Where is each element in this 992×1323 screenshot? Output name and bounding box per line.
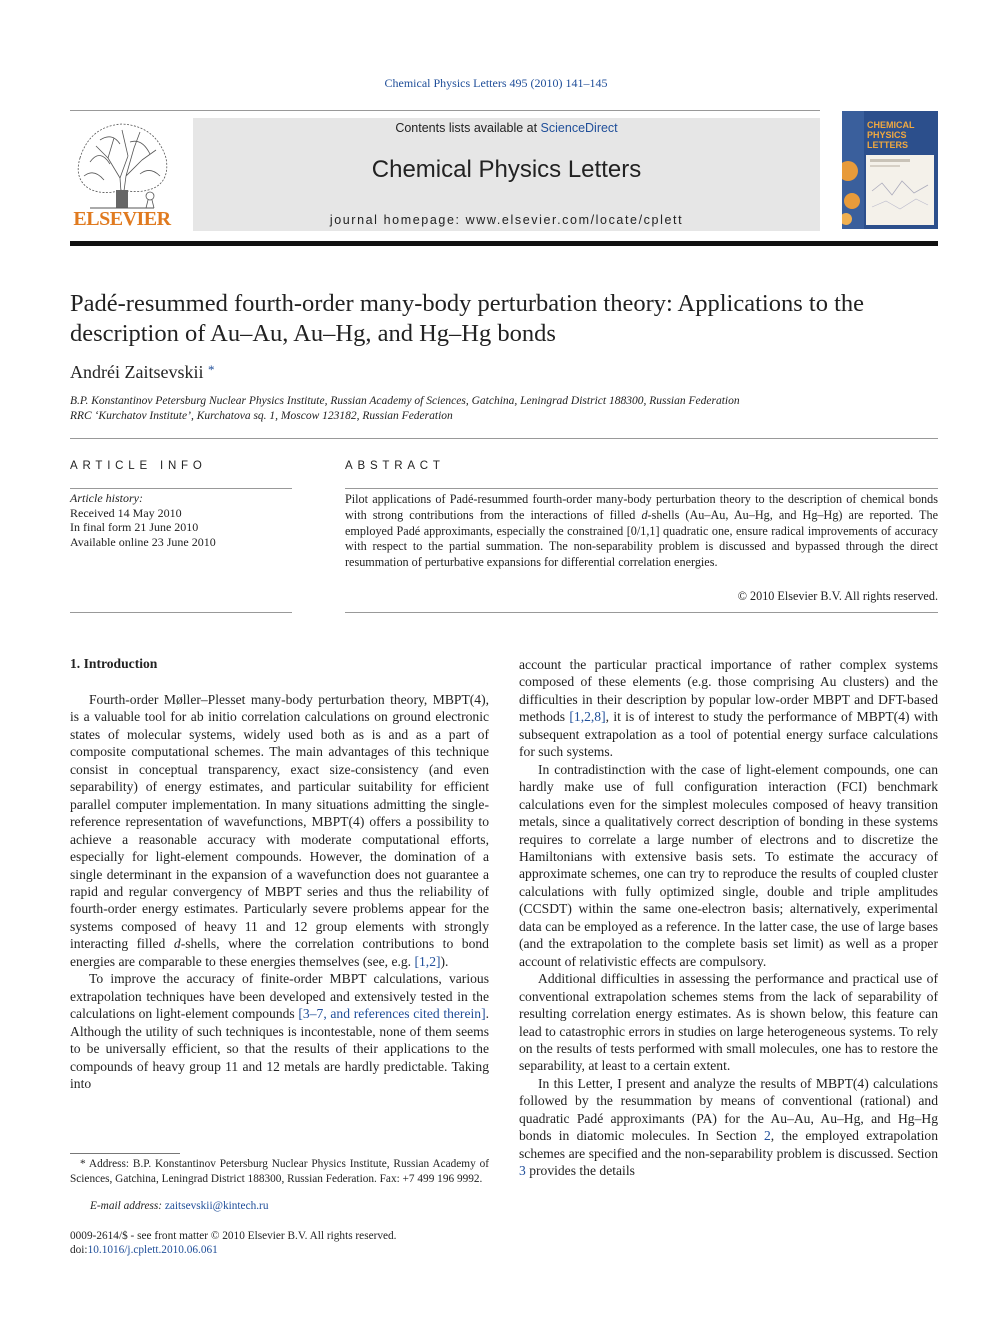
journal-homepage[interactable]: journal homepage: www.elsevier.com/locate/cplett [329, 213, 684, 227]
received-date: Received 14 May 2010 [70, 505, 182, 520]
title-rule [70, 438, 938, 439]
paragraph [519, 1075, 938, 1180]
affiliation-2: RRC ‘Kurchatov Institute’, Kurchatova sq. 1, Moscow 123182, Russian Federation [70, 410, 453, 422]
abstract-rule-top [345, 488, 938, 489]
info-rule-top [70, 488, 292, 489]
publisher-name: ELSEVIER [73, 208, 171, 230]
journal-reference[interactable]: Chemical Physics Letters 495 (2010) 141–145 [384, 76, 608, 90]
abstract-part-1: Pilot applications of Padé-resummed fourth-order many-body perturbation theory to the description of chemical bonds with strong contributions from the interactions of filled [345, 492, 938, 522]
contents-prefix: Contents lists available at [395, 121, 541, 135]
text: , it is of interest to study the performance of MBPT(4) with subsequent extrapolation as a tool of potential energy surface calculations for such systems. [519, 709, 938, 760]
footnote-text: Address: B.P. Konstantinov Petersburg Nuclear Physics Institute, Russian Academy of Sciences, Gatchina, Leningrad District 188300, Russian Federation. Fax: +7 499 196 9992. [70, 1158, 489, 1185]
history-label: Article history: [70, 491, 143, 505]
text: . Although the utility of such techniques is incontestable, none of them seems to be universally efficient, so that the results of their applications to the compounds of heavy group 11 and 12 metals are hardly predictable. Taking into [70, 1006, 490, 1091]
text: -shells, where the correlation contributions to bond energies are comparable to these energies themselves (see, e.g. [70, 936, 489, 969]
abstract-d-italic: d [641, 507, 648, 522]
doi-link[interactable]: 10.1016/j.cplett.2010.06.061 [87, 1244, 218, 1256]
section-link[interactable]: 2 [763, 1128, 771, 1144]
paragraph [519, 656, 938, 761]
cover-title: CHEMICAL PHYSICS LETTERS [867, 120, 915, 150]
footnote-email [70, 1200, 489, 1212]
citation-link[interactable]: [3–7, and references cited therein] [298, 1006, 486, 1022]
section-link[interactable]: 3 [519, 1163, 526, 1179]
author-footnote [70, 1157, 489, 1186]
body-column-right [519, 656, 938, 1180]
paper-title: Padé-resummed fourth-order many-body perturbation theory: Applications to the description of Au–Au, Au–Hg, and Hg–Hg bonds [70, 290, 865, 347]
email-label: E-mail address: [90, 1200, 163, 1212]
paragraph [70, 970, 489, 1092]
email-link[interactable]: zaitsevskii@kintech.ru [164, 1200, 269, 1212]
italic-d: d [173, 936, 181, 952]
footnote-mark: * [80, 1158, 86, 1170]
sciencedirect-link[interactable]: ScienceDirect [540, 121, 618, 135]
paragraph: In contradistinction with the case of light-element compounds, one can hardly make use of full configuration interaction (FCI) benchmark calculations even for the simplest molecules composed of heavy transition metals, since a qualitatively correct description of bonding in these systems requires to correlate a large number of electrons and to discretize the Hamiltonians with extensive basis sets. To estimate the accuracy of approximate schemes, one can try to reproduce the results of coupled cluster calculations with fully optimized single, double and triple amplitudes (CCSDT) within the same one-electron basis; alternatively, experimental data can be employed as a reference. In the latter case, the use of large bases (and the extrapolation to the complete basis set limit) as well as a proper account of relativistic effects are compulsory. [519, 761, 938, 969]
header-thick-rule [70, 241, 938, 246]
section-heading-introduction: 1. Introduction [70, 656, 158, 671]
citation-link[interactable]: [1,2] [414, 953, 441, 969]
abstract-copyright: © 2010 Elsevier B.V. All rights reserved. [737, 589, 938, 603]
text: , the employed extrapolation schemes are specified and the non-separability problem is discussed. Section [519, 1128, 938, 1161]
issn-line: 0009-2614/$ - see front matter © 2010 Elsevier B.V. All rights reserved. [70, 1230, 397, 1242]
header-rule [70, 110, 820, 111]
text: account the particular practical importance of rather complex systems composed of these elements (e.g. those comprising Au clusters) and the difficulties in their description by popular low-order MBPT and DFT-based methods [519, 657, 938, 725]
affiliation-1: B.P. Konstantinov Petersburg Nuclear Physics Institute, Russian Academy of Sciences, Gatchina, Leningrad District 188300, Russian Federation [70, 395, 740, 407]
doi-prefix: doi: [70, 1244, 88, 1256]
contents-availability [193, 121, 820, 135]
article-info-heading: ARTICLE INFO [70, 460, 207, 472]
revised-date: In final form 21 June 2010 [70, 520, 199, 534]
text: ). [440, 953, 449, 969]
abstract-text [345, 492, 938, 571]
journal-title: Chemical Physics Letters [371, 156, 642, 183]
body-column-left [70, 691, 489, 1092]
article-history [70, 491, 292, 549]
author-name [70, 362, 214, 383]
text: To improve the accuracy of finite-order MBPT calculations, various extrapolation techniques have been developed and extensively tested in the calculations on light-element compounds [70, 971, 489, 1022]
author-footnote-link[interactable]: * [207, 362, 215, 377]
abstract-rule-bottom [345, 612, 938, 613]
abstract-part-2: -shells (Au–Au, Au–Hg, and Hg–Hg) are reported. The employed Padé approximants, especially the constrained [0/1,1] quadratic one, ensure radical improvements of accuracy with respect to the partial summation. The non-separability problem is discussed and bypassed through the direct resummation of perturbative expansions for differential correlation energies. [345, 507, 938, 570]
author-text: Andréi Zaitsevskii [70, 362, 204, 382]
text: provides the details [525, 1163, 635, 1179]
doi-line [70, 1244, 218, 1256]
online-date: Available online 23 June 2010 [70, 534, 216, 549]
text: In this Letter, I present and analyze the results of MBPT(4) calculations followed by the resummation by means of conventional (rational) and quadratic Padé approximants (PA) for the Au–Au, Au–Hg, and Hg–Hg bonds in diatomic molecules. In Section [519, 1075, 938, 1144]
paragraph: Additional difficulties in assessing the performance and practical use of conventional extrapolation schemes stems from the lack of separability of resulting correlation energy estimates. As is shown below, this feature can lead to catastrophic errors in studies on large heterogeneous systems. To rely on the results of tests performed with small molecules, one has to restore the separability, at least to a certain extent. [519, 971, 938, 1074]
paragraph [70, 691, 489, 970]
citation-link[interactable]: [1,2,8] [569, 709, 606, 725]
footnote-rule [70, 1153, 180, 1154]
text: Fourth-order Møller–Plesset many-body perturbation theory, MBPT(4), is a valuable tool for ab initio correlation calculations on ground electronic states of molecular systems, widely used both as is and as a part of composite computational schemes. The main advantages of this technique consist in conceptual transparency, exact size-consistency (and even separability) of energy estimates, and particular suitability for efficient parallel computer implementation. In many situations admitting the single-reference representation of wavefunctions, MBPT(4) offers a possibility to achieve a reasonable accuracy with moderate computational efforts, especially for light-element compounds. However, the domination of a single determinant in the expansion of a wavefunction does not guarantee a rapid and regular convergency of MBPT series and thus the reliability of fourth-order energy estimates. Particularly severe problems appear for the systems composed of heavy 11 and 12 group elements with strongly interacting filled [70, 692, 489, 952]
abstract-heading: ABSTRACT [345, 460, 445, 472]
info-rule-bottom [70, 612, 292, 613]
